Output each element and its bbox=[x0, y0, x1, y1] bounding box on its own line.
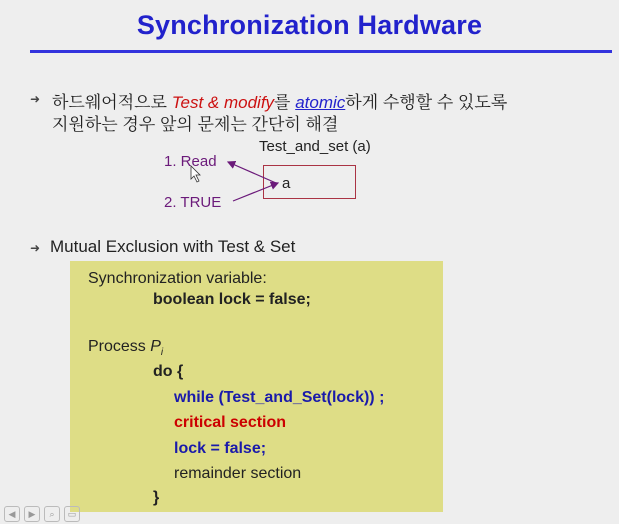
mouse-pointer-icon bbox=[191, 166, 200, 182]
bullet1-line2: 지원하는 경우 앞의 문제는 간단히 해결 bbox=[52, 115, 339, 134]
lock-declaration: boolean lock = false; bbox=[153, 291, 311, 308]
slide-title: Synchronization Hardware bbox=[136, 10, 483, 40]
process-var: P bbox=[150, 338, 161, 355]
atomic-link[interactable]: atomic bbox=[295, 93, 346, 112]
diagram-caption: Test_and_set (a) bbox=[259, 138, 371, 155]
bullet1-text: 하게 수행할 수 있도록 bbox=[345, 93, 508, 112]
process-text: Process bbox=[88, 338, 151, 355]
read-arrow bbox=[228, 162, 276, 183]
menu-icon[interactable]: ▭ bbox=[64, 506, 80, 522]
remainder-section: remainder section bbox=[174, 465, 302, 482]
process-label bbox=[88, 338, 163, 358]
do-open: do { bbox=[153, 363, 184, 380]
bullet1-text: 를 bbox=[274, 93, 296, 112]
viewer-toolbar bbox=[4, 506, 80, 522]
memory-box-label: a bbox=[282, 175, 291, 192]
do-close: } bbox=[153, 489, 160, 506]
bullet2-text: Mutual Exclusion with Test & Set bbox=[50, 237, 296, 256]
critical-section: critical section bbox=[174, 414, 287, 431]
sync-var-label: Synchronization variable: bbox=[88, 270, 267, 287]
true-arrow bbox=[233, 183, 278, 201]
bullet1-text: 하드웨어적으로 bbox=[52, 93, 172, 112]
step-true-label: 2. TRUE bbox=[164, 194, 222, 211]
zoom-icon[interactable]: ⌕ bbox=[44, 506, 60, 522]
forward-icon[interactable]: ▶ bbox=[24, 506, 40, 522]
unlock-line: lock = false; bbox=[174, 440, 267, 457]
process-subscript: i bbox=[160, 347, 164, 359]
arrow-bullet-icon: ➜ bbox=[30, 241, 41, 255]
back-icon[interactable]: ◀ bbox=[4, 506, 20, 522]
test-modify-text: Test & modify bbox=[171, 93, 275, 112]
arrow-bullet-icon: ➜ bbox=[30, 92, 41, 106]
step-read-label: 1. Read bbox=[164, 153, 217, 170]
while-line: while (Test_and_Set(lock)) ; bbox=[174, 389, 385, 406]
